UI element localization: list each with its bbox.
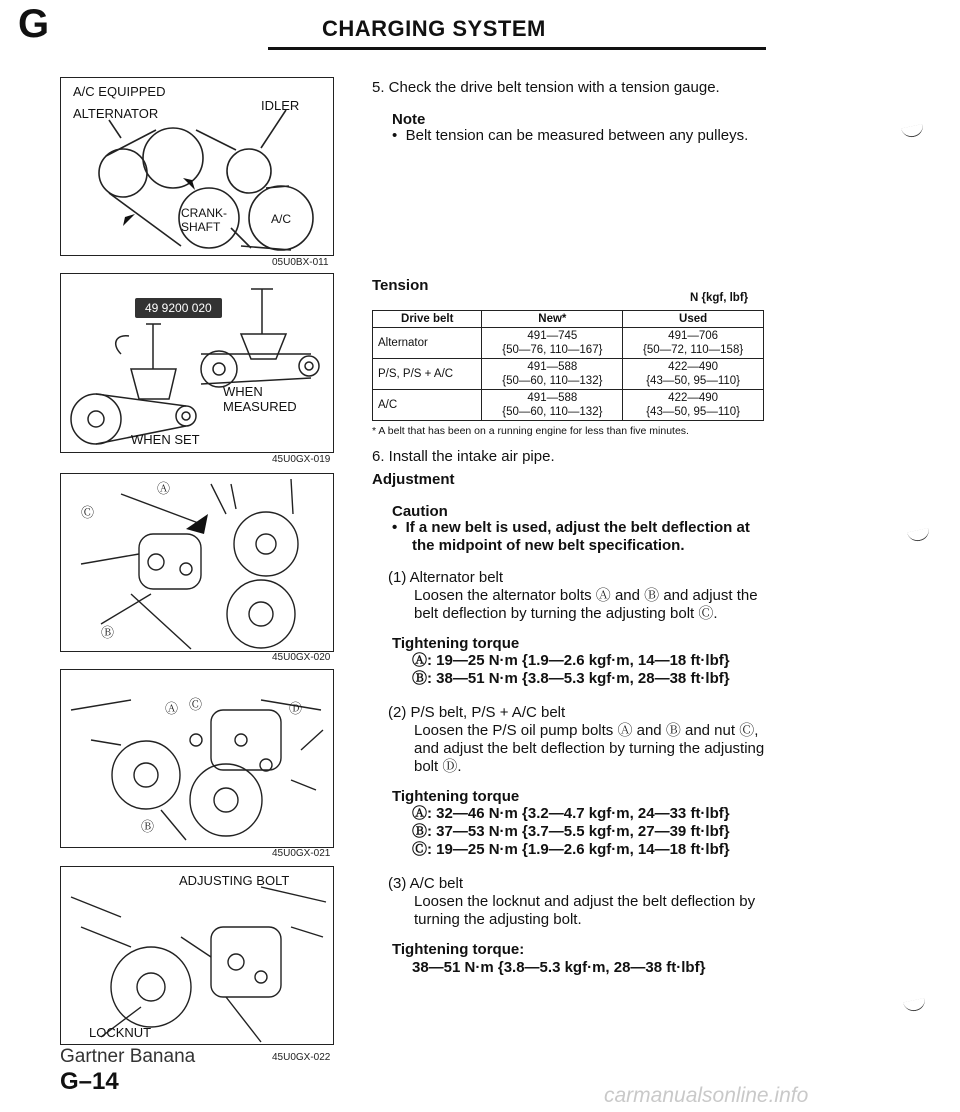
- torque-1-title: Tightening torque: [392, 635, 520, 652]
- table-cell: A/C: [373, 390, 482, 421]
- ac-pulley-label: A/C: [271, 212, 292, 226]
- cell-line: 491—745: [527, 330, 578, 342]
- cell-line: {43—50, 95—110}: [646, 375, 740, 387]
- tension-table: [372, 310, 764, 421]
- figure-code: 45U0GX-020: [272, 652, 331, 663]
- item-3-title: (3) A/C belt: [388, 875, 464, 892]
- watermark: Gartner Banana: [60, 1046, 196, 1067]
- tool-number-badge: 49 9200 020: [135, 298, 222, 318]
- adjusting-bolt-label: ADJUSTING BOLT: [179, 873, 290, 888]
- table-cell: [482, 390, 623, 421]
- revision-mark: [903, 998, 927, 1013]
- idler-label: IDLER: [261, 98, 300, 113]
- item-2-title: (2) P/S belt, P/S + A/C belt: [388, 704, 566, 721]
- page-title: CHARGING SYSTEM: [322, 16, 546, 41]
- when-set-label: WHEN SET: [131, 432, 200, 447]
- cell-line: 422—490: [668, 361, 719, 373]
- table-row: [373, 359, 764, 390]
- callout-b: Ⓑ: [101, 625, 115, 640]
- torque-1-b: Ⓑ: 38—51 N·m {3.8—5.3 kgf·m, 28—38 ft·lbf}: [412, 670, 730, 687]
- note-bullet: [392, 126, 812, 145]
- torque-2-a: Ⓐ: 32—46 N·m {3.2—4.7 kgf·m, 24—33 ft·lbf}: [412, 805, 730, 822]
- callout-c: Ⓒ: [189, 697, 203, 712]
- cell-line: 491—706: [668, 330, 719, 342]
- table-cell: [482, 359, 623, 390]
- torque-3-value: 38—51 N·m {3.8—5.3 kgf·m, 28—38 ft·lbf}: [412, 959, 706, 976]
- callout-a: Ⓐ: [165, 701, 179, 716]
- table-cell: [623, 328, 764, 359]
- cell-line: {50—60, 110—132}: [502, 406, 603, 418]
- item-2-line-1: Loosen the P/S oil pump bolts Ⓐ and Ⓑ and nut Ⓒ,: [414, 722, 759, 739]
- item-1-line-2: belt deflection by turning the adjusting bolt Ⓒ.: [414, 605, 718, 622]
- cell-line: {50—72, 110—158}: [643, 344, 744, 356]
- revision-mark: [901, 124, 925, 139]
- torque-3-title: Tightening torque:: [392, 941, 525, 958]
- caution-line-2: the midpoint of new belt specification.: [412, 537, 685, 554]
- item-2-line-2: and adjust the belt deflection by turning the adjusting: [414, 740, 765, 757]
- alternator-label: ALTERNATOR: [73, 106, 159, 121]
- table-header: Drive belt: [373, 311, 482, 328]
- figure-ac-belt-adjust: [60, 866, 334, 1045]
- caution-line-1: [392, 518, 812, 537]
- table-header: Used: [623, 311, 764, 328]
- callout-c: Ⓒ: [81, 505, 95, 520]
- callout-b: Ⓑ: [141, 819, 155, 834]
- item-1-title: (1) Alternator belt: [388, 569, 504, 586]
- cell-line: 491—588: [527, 361, 578, 373]
- figure-code: 45U0GX-022: [272, 1052, 331, 1063]
- arrow-icon: [186, 514, 208, 534]
- revision-mark: [907, 528, 931, 543]
- section-letter: G: [18, 2, 50, 46]
- cell-line: {43—50, 95—110}: [646, 406, 740, 418]
- header-rule: [268, 47, 766, 50]
- note-bullet-text: Belt tension can be measured between any pulleys.: [405, 127, 749, 144]
- figure-belt-routing: [60, 77, 334, 256]
- table-footnote: * A belt that has been on a running engine for less than five minutes.: [372, 425, 689, 437]
- torque-1-a: Ⓐ: 19—25 N·m {1.9—2.6 kgf·m, 14—18 ft·lbf}: [412, 652, 730, 669]
- torque-2-b: Ⓑ: 37—53 N·m {3.7—5.5 kgf·m, 27—39 ft·lbf}: [412, 823, 730, 840]
- rotation-arrow-icon: [123, 214, 135, 226]
- adjustment-title: Adjustment: [372, 471, 455, 488]
- item-2-line-3: bolt Ⓓ.: [414, 758, 462, 775]
- bullet-icon: •: [392, 127, 406, 144]
- crankshaft-label: CRANK-: [181, 206, 228, 220]
- cell-line: {50—76, 110—167}: [502, 344, 603, 356]
- table-cell: [623, 359, 764, 390]
- step-6: 6. Install the intake air pipe.: [372, 448, 555, 465]
- figure-ps-pump-bolts: [60, 669, 334, 848]
- table-cell: Alternator: [373, 328, 482, 359]
- figure-code: 05U0BX-011: [272, 257, 329, 268]
- note-title: Note: [392, 111, 426, 128]
- site-watermark: carmanualsonline.info: [604, 1084, 809, 1107]
- table-row: [373, 390, 764, 421]
- item-3-line-1: Loosen the locknut and adjust the belt deflection by: [414, 893, 756, 910]
- locknut-label: LOCKNUT: [89, 1025, 152, 1040]
- ac-belt-drawing: [61, 867, 333, 1044]
- tension-title: Tension: [372, 277, 429, 294]
- page-number: G–14: [60, 1068, 119, 1095]
- tension-units: N {kgf, lbf}: [690, 292, 749, 304]
- callout-d: Ⓓ: [289, 701, 303, 716]
- when-measured-label: WHEN MEASURED: [223, 384, 297, 414]
- figure-alternator-bolts: [60, 473, 334, 652]
- bullet-icon: •: [392, 519, 406, 536]
- torque-2-title: Tightening torque: [392, 788, 520, 805]
- cell-line: {50—60, 110—132}: [502, 375, 603, 387]
- item-3-line-2: turning the adjusting bolt.: [414, 911, 582, 928]
- ac-equipped-label: A/C EQUIPPED: [73, 84, 166, 99]
- table-row: [373, 328, 764, 359]
- step-5: 5. Check the drive belt tension with a tension gauge.: [372, 79, 720, 96]
- table-cell: [482, 328, 623, 359]
- cell-line: 422—490: [668, 392, 719, 404]
- caution-title: Caution: [392, 503, 448, 520]
- crankshaft-label-2: SHAFT: [181, 220, 221, 234]
- table-header-row: [373, 311, 764, 328]
- table-cell: [623, 390, 764, 421]
- figure-code: 45U0GX-019: [272, 454, 331, 465]
- callout-a: Ⓐ: [157, 481, 171, 496]
- figure-tension-gauge: [60, 273, 334, 453]
- caution-text-1: If a new belt is used, adjust the belt deflection at: [405, 519, 750, 536]
- item-1-line-1: Loosen the alternator bolts Ⓐ and Ⓑ and adjust the: [414, 587, 758, 604]
- cell-line: 491—588: [527, 392, 578, 404]
- table-header: New*: [482, 311, 623, 328]
- table-cell: P/S, P/S + A/C: [373, 359, 482, 390]
- figure-code: 45U0GX-021: [272, 848, 331, 859]
- torque-2-c: Ⓒ: 19—25 N·m {1.9—2.6 kgf·m, 14—18 ft·lbf}: [412, 841, 730, 858]
